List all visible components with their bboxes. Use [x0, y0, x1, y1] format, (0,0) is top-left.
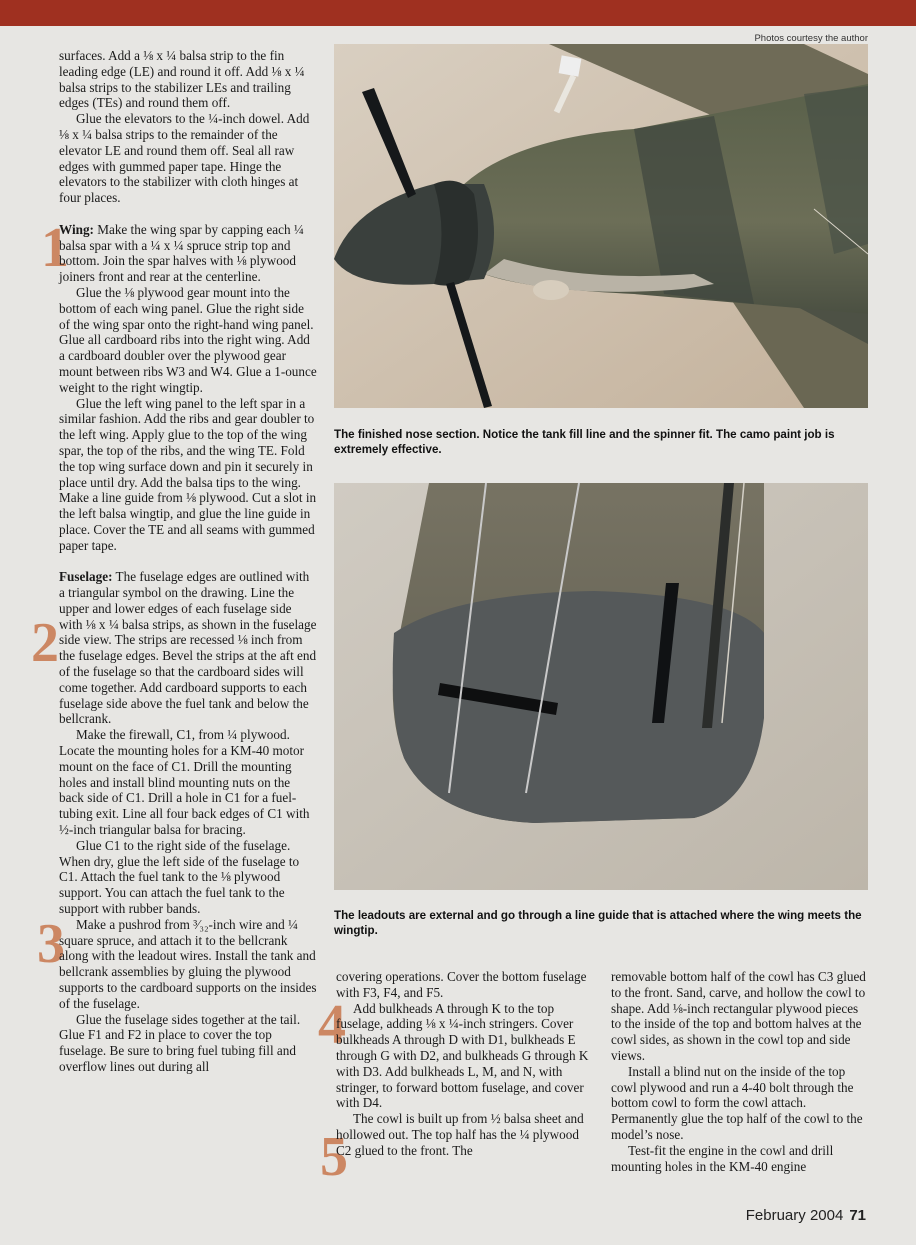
- left-paragraph-9: Make a pushrod from ³⁄₃₂-inch wire and ¼ square spruce, and attach it to the bellcrank along with the leadout wires. Install the tank and bellcrank assemblies by gluing the plywood supports to the cardboard supports on the insides of the fuselage.: [59, 916, 317, 1011]
- step-number-3: 3: [37, 913, 65, 975]
- left-paragraph-8: Glue C1 to the right side of the fuselage. When dry, glue the left side of the fuselage to C1. Attach the fuel tank to the ⅛ plywood support. You can attach the fuel tank to the support with rubber bands.: [59, 837, 300, 917]
- middle-paragraph-2: Add bulkheads A through K to the top fuselage, adding ⅛ x ¼-inch stringers. Cover bulkheads A through D with D1, bulkheads E through G with D2, and bulkheads G through K with D3. Add bulkheads L, M, and N, with stringer, to forward bottom fuselage, and cover with D4.: [336, 1000, 589, 1111]
- page-number: 71: [849, 1207, 866, 1224]
- nose-section-photo: [334, 44, 868, 408]
- left-text-column: [31, 48, 317, 1075]
- nose-section-illustration: [334, 44, 868, 408]
- left-paragraph-7: Make the firewall, C1, from ¼ plywood. Locate the mounting holes for a KM-40 motor mount on the face of C1. Drill the mounting holes and install blind mounting nuts on the back side of C1. Drill a hole in C1 for a fuel-tubing exit. Line all four back edges of C1 with ½-inch triangular balsa for bracing.: [59, 727, 310, 838]
- wing-paragraph-text: Make the wing spar by capping each ¼ balsa spar with a ¼ x ¼ spruce strip top and bottom. Join the spar halves with ⅛ plywood joiners front and rear at the centerline.: [59, 221, 304, 285]
- wing-paragraph: [59, 222, 317, 285]
- nose-photo-caption: The finished nose section. Notice the tank fill line and the spinner fit. The camo paint job is extremely effective.: [334, 428, 835, 456]
- wingtip-photo-caption: The leadouts are external and go through a line guide that is attached where the wing meets the wingtip.: [334, 909, 862, 937]
- left-paragraph-1: surfaces. Add a ⅛ x ¼ balsa strip to the fin leading edge (LE) and round it off. Add ⅛ x ¼ balsa strips to the stabilizer LEs and trailing edges (TEs) and round them off.: [59, 48, 305, 111]
- step-number-2: 2: [31, 612, 59, 674]
- fuselage-paragraph-text: The fuselage edges are outlined with a triangular symbol on the drawing. Line the upper and lower edges of each fuselage side with ⅛ x ¼ balsa strips, as shown in the fuselage side view. The strips are recessed ⅛ inch from the fuselage edges. Bevel the strips at the aft end of the fuselage so that the cardboard sides will come together. Add cardboard supports to each fuselage side above the fuel tank and below the bellcrank.: [59, 569, 317, 727]
- right-paragraph-1: removable bottom half of the cowl has C3 glued to the front. Sand, carve, and hollow the cowl to shape. Add ⅛-inch rectangular plywood pieces to the inside of the top and bottom halves at the cowl sides, as shown in the cowl top and side views.: [611, 969, 866, 1063]
- wingtip-leadouts-photo: [334, 483, 868, 890]
- fuselage-paragraph: [59, 569, 317, 727]
- photo-credit: Photos courtesy the author: [754, 33, 868, 44]
- step-number-1: 1: [41, 217, 69, 279]
- wing-heading: Wing:: [59, 221, 94, 237]
- left-paragraph-5: Glue the left wing panel to the left spar in a similar fashion. Add the ribs and gear doubler to the left wing. Apply glue to the top of the wing spar, the top of the ribs, and the wing TE. Fold the top wing surface down and pin it securely in place until dry. Add the balsa tips to the wing. Make a line guide from ⅛ plywood. Cut a slot in the left balsa wingtip, and glue the line guide in place. Cover the TE and all seams with gummed paper tape.: [59, 395, 317, 553]
- page-footer: [746, 1207, 866, 1224]
- issue-date: February 2004: [745, 1207, 844, 1224]
- right-paragraph-2: Install a blind nut on the inside of the top cowl plywood and run a 4-40 bolt through the bottom cowl to form the cowl attach. Permanently glue the top half of the cowl to the model’s nose.: [611, 1063, 863, 1142]
- middle-paragraph-3: The cowl is built up from ½ balsa sheet and hollowed out. The top half has the ¼ plywood C2 glued to the front. The: [336, 1111, 584, 1158]
- step-number-5: 5: [320, 1126, 348, 1188]
- top-color-band: [0, 0, 916, 26]
- middle-text-column: [318, 969, 590, 1188]
- right-text-column: [611, 969, 867, 1174]
- step-number-4: 4: [318, 994, 346, 1056]
- fuselage-heading: Fuselage:: [59, 569, 113, 585]
- wingtip-illustration: [334, 483, 868, 890]
- right-paragraph-3: Test-fit the engine in the cowl and drill mounting holes in the KM-40 engine: [611, 1142, 834, 1174]
- left-paragraph-10: Glue the fuselage sides together at the tail. Glue F1 and F2 in place to cover the top fuselage. Be sure to bring fuel tubing fill and overflow lines out during all: [59, 1011, 301, 1074]
- middle-paragraph-1: covering operations. Cover the bottom fuselage with F3, F4, and F5.: [336, 969, 587, 1000]
- left-paragraph-4: Glue the ⅛ plywood gear mount into the bottom of each wing panel. Glue the right side of the wing spar onto the right-hand wing panel. Glue all cardboard ribs into the right wing. Add a cardboard doubler over the plywood gear mount between ribs W3 and W4. Glue a 1-ounce weight to the right wingtip.: [59, 284, 317, 395]
- left-paragraph-2: Glue the elevators to the ¼-inch dowel. Add ⅛ x ¼ balsa strips to the remainder of the elevator LE and round them off. Seal all raw edges with gummed paper tape. Hinge the elevators to the stabilizer with cloth hinges at four places.: [59, 111, 310, 206]
